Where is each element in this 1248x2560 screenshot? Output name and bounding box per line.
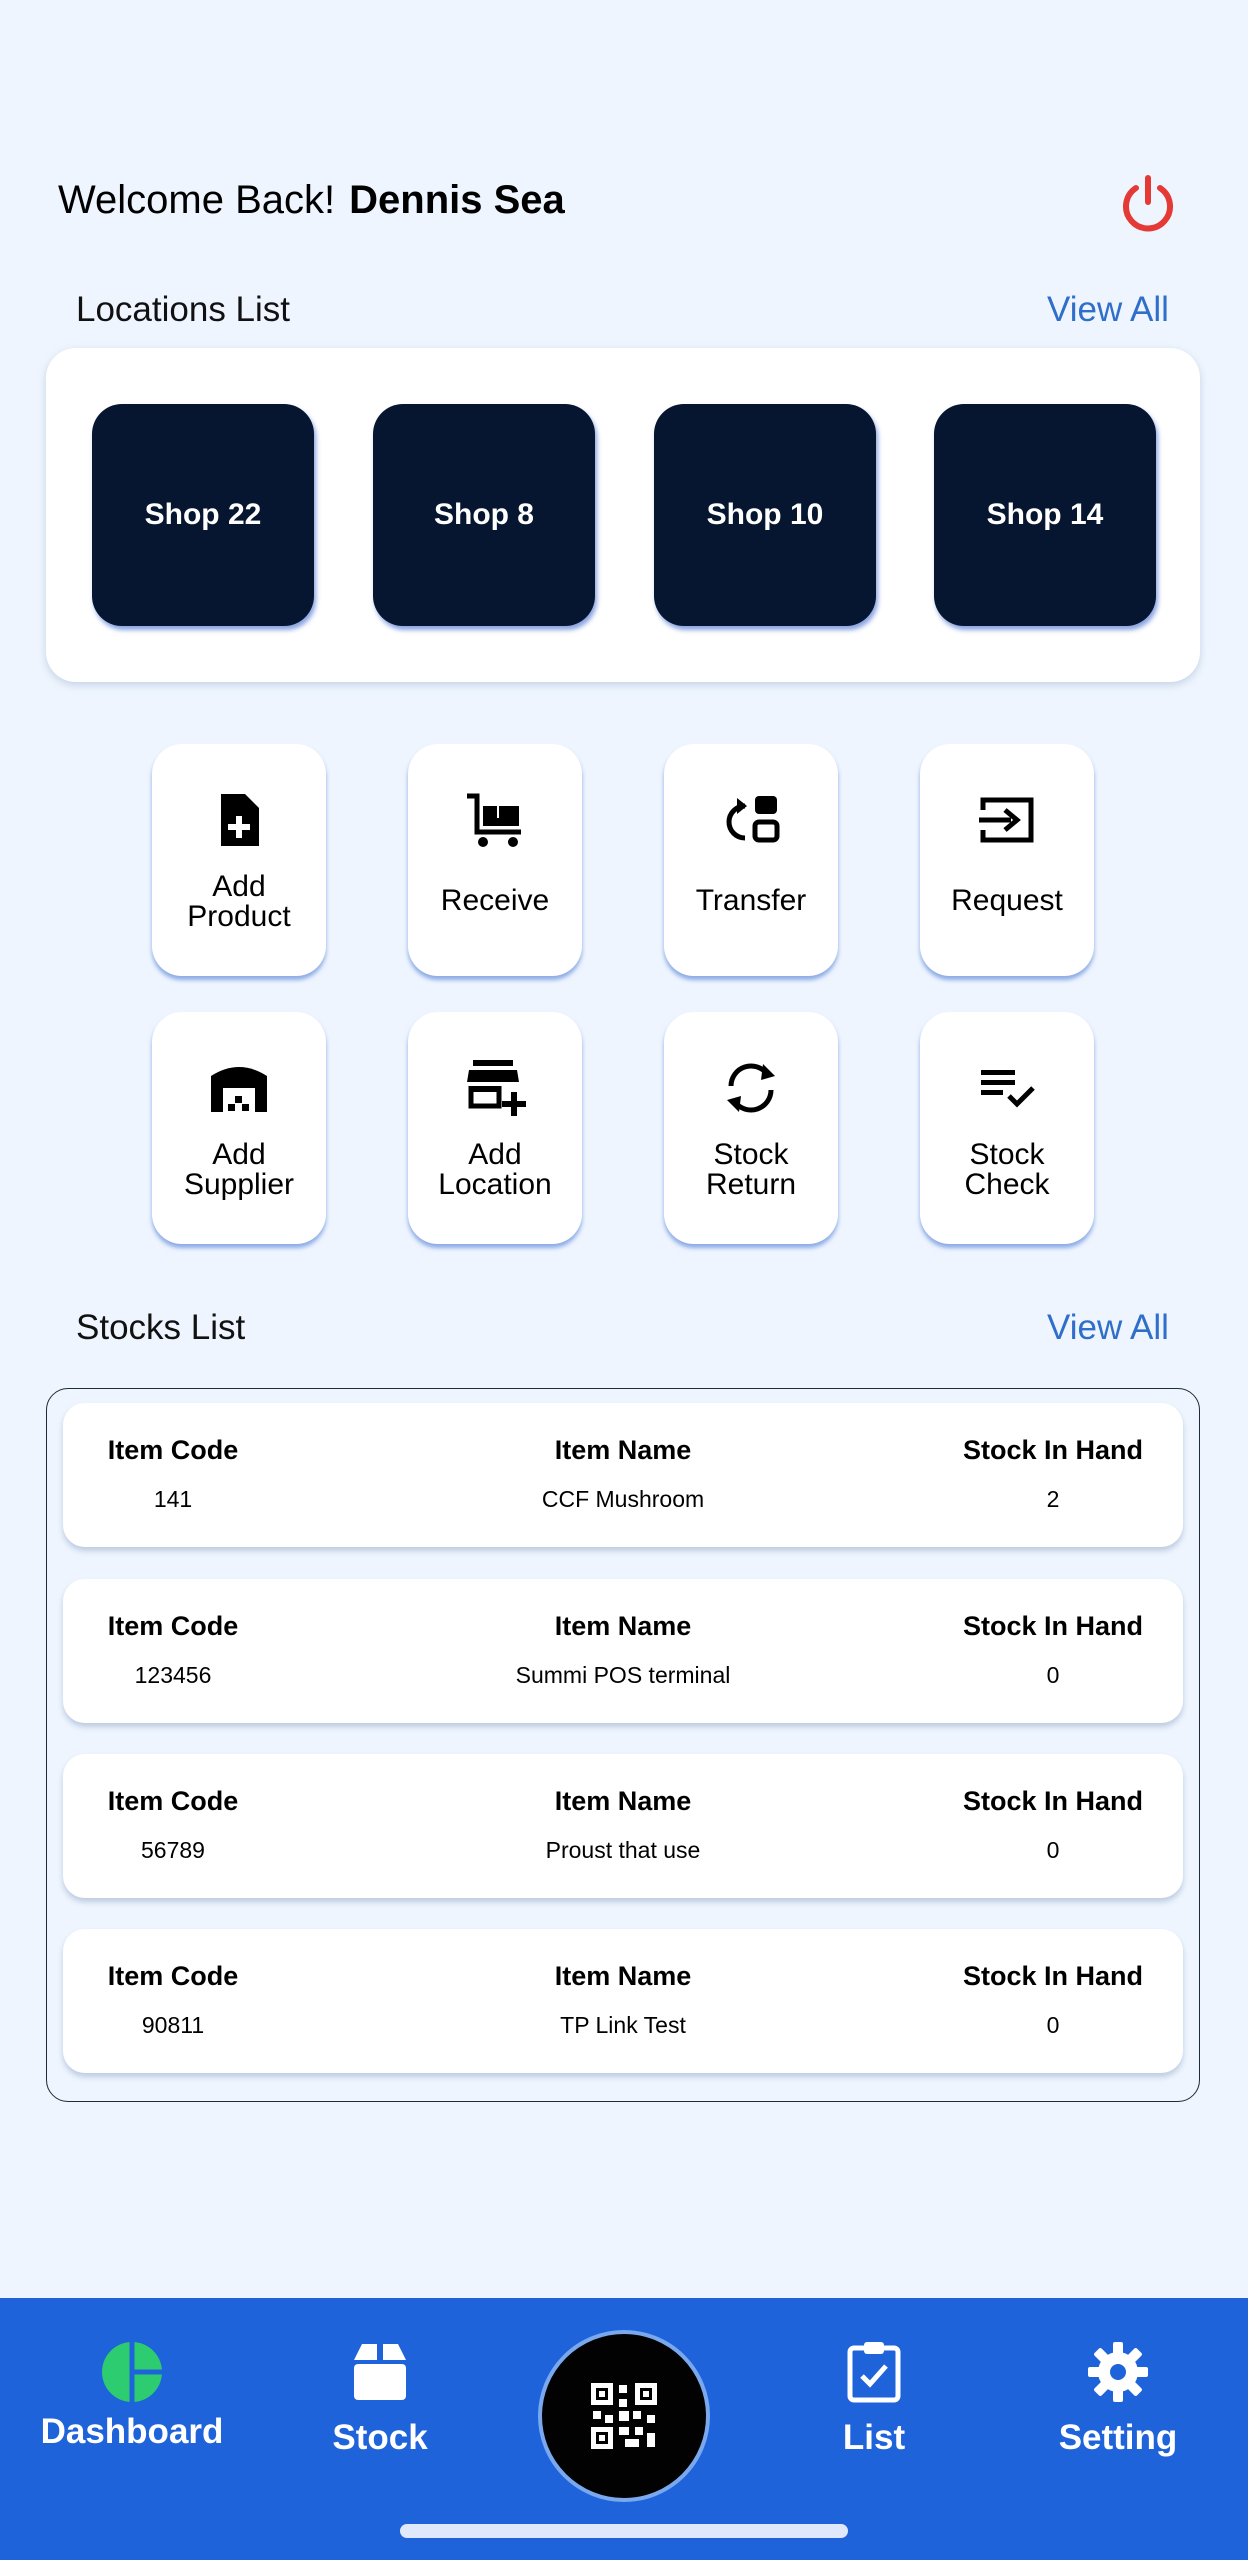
welcome-text [58, 178, 565, 223]
sync-icon [719, 1056, 783, 1120]
item-name: CCF Mushroom [541, 1486, 705, 1512]
greeting: Welcome Back! [58, 178, 336, 222]
add-product-button[interactable] [152, 744, 326, 976]
home-indicator[interactable] [400, 2524, 848, 2538]
add-store-icon [463, 1056, 527, 1120]
item-name: Summi POS terminal [515, 1662, 731, 1688]
stock-in-hand: 0 [1046, 2012, 1060, 2038]
nav-label: Setting [1058, 2418, 1178, 2457]
stocks-list [46, 1388, 1200, 2102]
item-code: 56789 [141, 1837, 205, 1863]
item-code: 90811 [141, 2012, 205, 2038]
shop-tile[interactable]: Shop 14 [934, 404, 1156, 626]
item-code: 123456 [134, 1662, 212, 1688]
col-header-item-name: Item Name [554, 1435, 692, 1465]
gear-icon [1086, 2340, 1150, 2404]
shop-tile[interactable]: Shop 8 [373, 404, 595, 626]
col-header-item-name: Item Name [554, 1786, 692, 1816]
stock-check-button[interactable] [920, 1012, 1094, 1244]
transfer-button[interactable] [664, 744, 838, 976]
tile-label: Add Product [187, 870, 291, 933]
shop-tile[interactable]: Shop 22 [92, 404, 314, 626]
nav-label: List [842, 2418, 906, 2457]
item-name: Proust that use [545, 1837, 701, 1863]
stocks-view-all-link[interactable]: View All [1047, 1308, 1169, 1347]
nav-setting[interactable] [998, 2340, 1238, 2458]
nav-label: Dashboard [40, 2412, 224, 2451]
request-button[interactable] [920, 744, 1094, 976]
stock-in-hand: 2 [1046, 1486, 1060, 1512]
item-code: 141 [153, 1486, 193, 1512]
box-icon [348, 2340, 412, 2404]
checklist-icon [975, 1056, 1039, 1120]
tile-label: Request [951, 884, 1063, 917]
tile-label: Stock Check [964, 1138, 1050, 1201]
col-header-item-code: Item Code [107, 1611, 239, 1641]
add-location-button[interactable] [408, 1012, 582, 1244]
qr-scan-button[interactable] [538, 2330, 710, 2502]
locations-title: Locations List [76, 290, 291, 329]
stock-row[interactable] [63, 1579, 1183, 1723]
nav-label: Stock [332, 2418, 428, 2457]
cart-icon [463, 788, 527, 852]
power-icon[interactable] [1116, 172, 1180, 236]
col-header-stock-in-hand: Stock In Hand [962, 1611, 1144, 1641]
stock-in-hand: 0 [1046, 1837, 1060, 1863]
col-header-item-code: Item Code [107, 1786, 239, 1816]
col-header-item-name: Item Name [554, 1961, 692, 1991]
stock-row[interactable] [63, 1403, 1183, 1547]
stock-row[interactable] [63, 1929, 1183, 2073]
tile-label: Stock Return [705, 1138, 797, 1201]
stock-return-button[interactable] [664, 1012, 838, 1244]
nav-stock[interactable] [260, 2340, 500, 2458]
nav-list[interactable] [754, 2340, 994, 2458]
tile-label: Add Supplier [183, 1138, 295, 1201]
tile-label: Receive [440, 884, 550, 917]
user-name: Dennis Sea [349, 178, 565, 222]
add-document-icon [207, 788, 271, 852]
request-icon [975, 788, 1039, 852]
shop-tile[interactable]: Shop 10 [654, 404, 876, 626]
nav-dashboard[interactable] [12, 2340, 252, 2452]
locations-card [46, 348, 1200, 682]
add-supplier-button[interactable] [152, 1012, 326, 1244]
qr-code-icon [589, 2381, 659, 2451]
locations-view-all-link[interactable]: View All [1047, 290, 1169, 329]
stock-row[interactable] [63, 1754, 1183, 1898]
col-header-item-name: Item Name [554, 1611, 692, 1641]
col-header-item-code: Item Code [107, 1961, 239, 1991]
col-header-stock-in-hand: Stock In Hand [962, 1786, 1144, 1816]
receive-button[interactable] [408, 744, 582, 976]
warehouse-icon [207, 1056, 271, 1120]
pie-chart-icon [100, 2340, 164, 2404]
clipboard-check-icon [842, 2340, 906, 2404]
tile-label: Transfer [695, 884, 807, 917]
stocks-title: Stocks List [76, 1308, 246, 1347]
col-header-stock-in-hand: Stock In Hand [962, 1435, 1144, 1465]
item-name: TP Link Test [560, 2012, 686, 2038]
col-header-item-code: Item Code [107, 1435, 239, 1465]
col-header-stock-in-hand: Stock In Hand [962, 1961, 1144, 1991]
stock-in-hand: 0 [1046, 1662, 1060, 1688]
tile-label: Add Location [438, 1138, 552, 1201]
transfer-icon [719, 788, 783, 852]
